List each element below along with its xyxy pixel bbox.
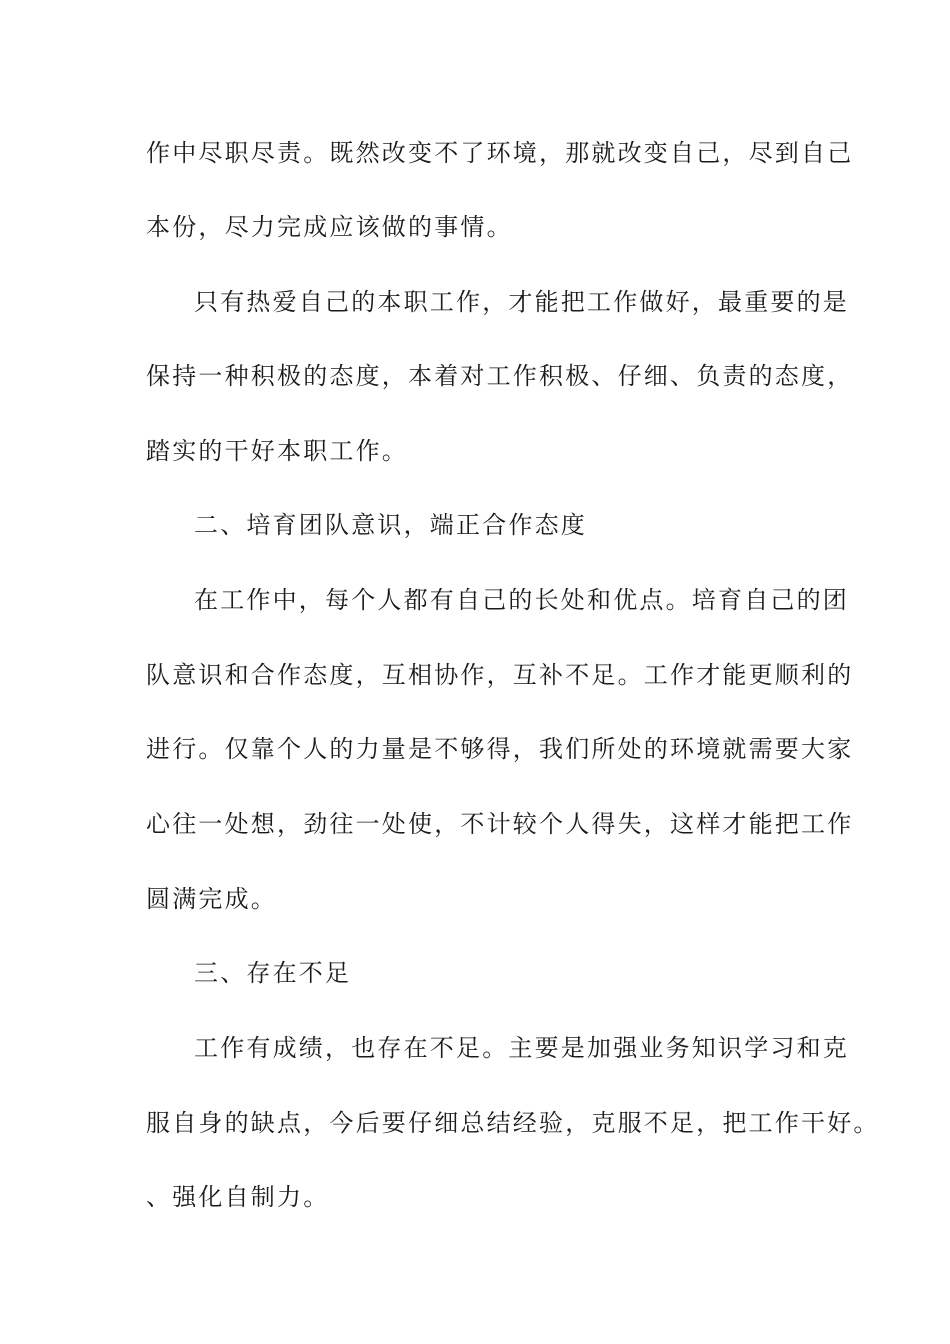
paragraph-line: 服自身的缺点，今后要仔细总结经验，克服不足，把工作干好。 xyxy=(146,1109,880,1137)
section-heading: 三、存在不足 xyxy=(194,959,352,987)
paragraph-line: 只有热爱自己的本职工作，才能把工作做好，最重要的是 xyxy=(194,288,849,316)
paragraph-line: 队意识和合作态度，互相协作，互补不足。工作才能更顺利的 xyxy=(146,661,854,689)
paragraph-line: 在工作中，每个人都有自己的长处和优点。培育自己的团 xyxy=(194,586,849,614)
section-heading: 二、培育团队意识，端正合作态度 xyxy=(194,511,587,539)
paragraph-line: 圆满完成。 xyxy=(146,885,277,913)
paragraph-line: 本份，尽力完成应该做的事情。 xyxy=(146,213,513,241)
paragraph-line: 心往一处想，劲往一处使，不计较个人得失，这样才能把工作 xyxy=(146,810,854,838)
paragraph-line: 作中尽职尽责。既然改变不了环境，那就改变自己，尽到自己 xyxy=(146,139,854,167)
paragraph-line: 进行。仅靠个人的力量是不够得，我们所处的环境就需要大家 xyxy=(146,735,854,763)
paragraph-line: 工作有成绩，也存在不足。主要是加强业务知识学习和克 xyxy=(194,1034,849,1062)
paragraph-line: 、强化自制力。 xyxy=(146,1183,330,1211)
paragraph-line: 踏实的干好本职工作。 xyxy=(146,437,408,465)
paragraph-line: 保持一种积极的态度，本着对工作积极、仔细、负责的态度， xyxy=(146,362,854,390)
